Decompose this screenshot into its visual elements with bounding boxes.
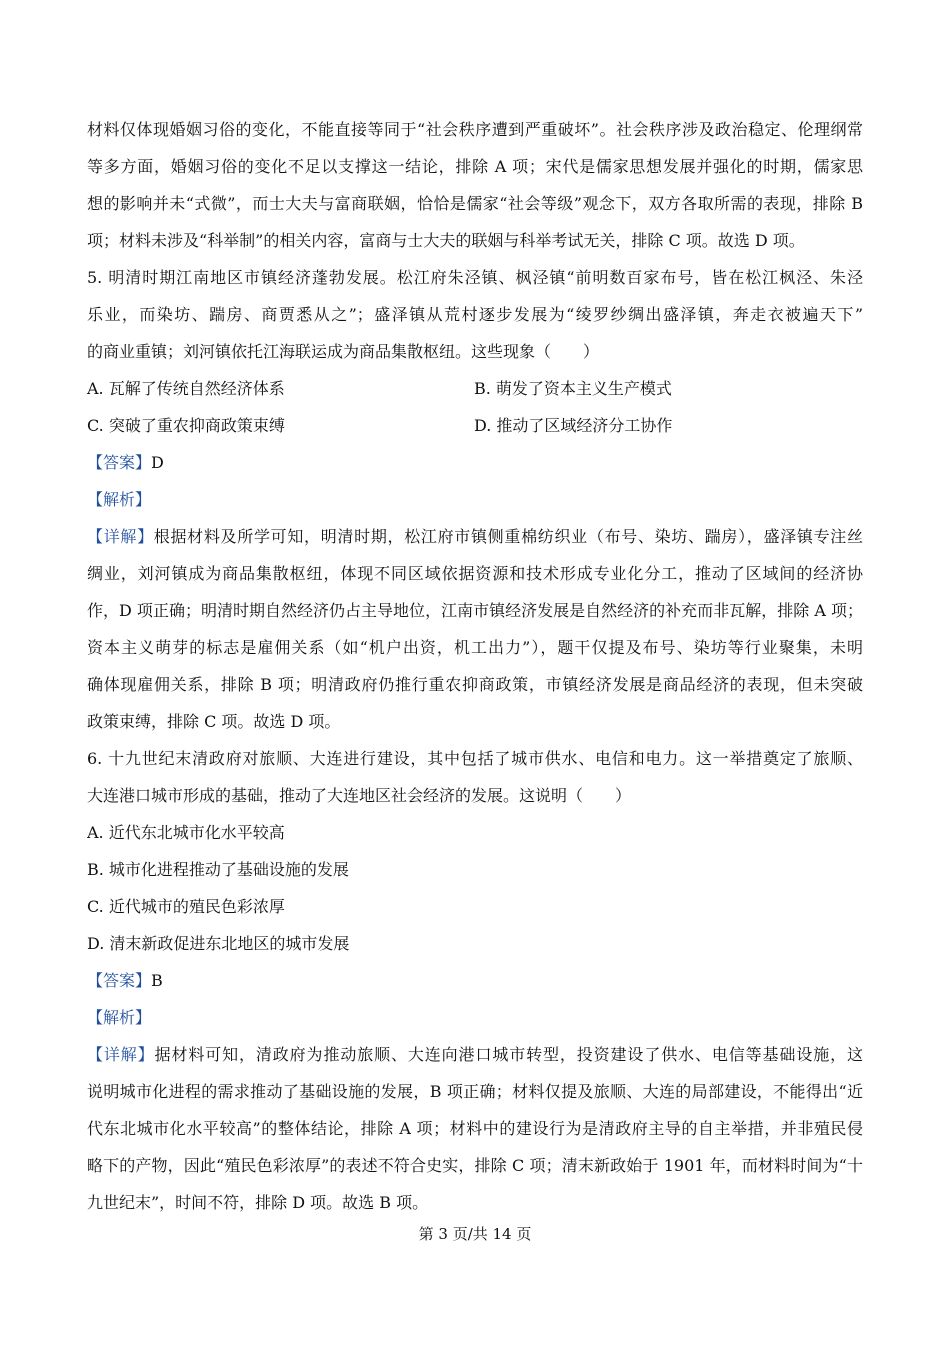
detail-text: 根据材料及所学可知，明清时期，松江府市镇侧重棉纺织业（布号、染坊、踹房），盛泽镇专注丝 <box>153 527 863 546</box>
question-5 <box>87 259 863 740</box>
analysis-tag: 【解析】 <box>87 1008 152 1027</box>
detail-line: 九世纪末”，时间不符，排除 D 项。故选 B 项。 <box>87 1193 429 1212</box>
option-c: C. 突破了重农抑商政策束缚 <box>87 416 285 435</box>
answer-tag: 【答案】 <box>87 453 152 472</box>
q4-explanation-tail <box>87 111 863 259</box>
detail-line <box>87 518 863 555</box>
answer-line <box>87 444 863 481</box>
paragraph-line: 材料仅体现婚姻习俗的变化，不能直接等同于“社会秩序遭到严重破坏”。社会秩序涉及政治稳定、伦理纲常 <box>87 120 863 139</box>
question-stem-line: 5. 明清时期江南地区市镇经济蓬勃发展。松江府朱泾镇、枫泾镇“前明数百家布号，皆在松江枫泾、朱泾 <box>87 268 863 287</box>
detail-line: 资本主义萌芽的标志是雇佣关系（如“机户出资，机工出力”），题干仅提及布号、染坊等行业聚集，未明 <box>87 638 863 657</box>
option-a: A. 近代东北城市化水平较高 <box>87 823 285 842</box>
question-6 <box>87 740 863 1221</box>
detail-line: 政策束缚，排除 C 项。故选 D 项。 <box>87 712 341 731</box>
question-stem-line: 的商业重镇；刘河镇依托江海联运成为商品集散枢纽。这些现象（ ） <box>87 342 600 361</box>
detail-line: 作，D 项正确；明清时期自然经济仍占主导地位，江南市镇经济发展是自然经济的补充而非瓦解，排除 A 项； <box>87 601 863 620</box>
detail-line: 略下的产物，因此“殖民色彩浓厚”的表述不符合史实，排除 C 项；清末新政始于 1901 年，而材料时间为“十 <box>87 1156 863 1175</box>
detail-tag: 【详解】 <box>87 1045 155 1064</box>
content-column <box>87 111 863 1221</box>
detail-line: 说明城市化进程的需求推动了基础设施的发展，B 项正确；材料仅提及旅顺、大连的局部建设，不能得出“近 <box>87 1082 863 1101</box>
detail-text: 据材料可知，清政府为推动旅顺、大连向港口城市转型，投资建设了供水、电信等基础设施，这 <box>154 1045 863 1064</box>
detail-line <box>87 1036 863 1073</box>
paragraph-line: 项；材料未涉及“科举制”的相关内容，富商与士大夫的联姻与科举考试无关，排除 C 项。故选 D 项。 <box>87 231 805 250</box>
question-stem-line: 乐业，而染坊、踹房、商贾悉从之”；盛泽镇从荒村逐步发展为“绫罗纱绸出盛泽镇，奔走衣被遍天下” <box>87 305 863 324</box>
option-a: A. 瓦解了传统自然经济体系 <box>87 379 285 398</box>
answer-value: D <box>151 453 164 472</box>
detail-line: 代东北城市化水平较高”的整体结论，排除 A 项；材料中的建设行为是清政府主导的自主举措，并非殖民侵 <box>87 1119 863 1138</box>
detail-paragraph <box>87 518 863 740</box>
page-number: 第 3 页/共 14 页 <box>418 1225 532 1243</box>
analysis-tag: 【解析】 <box>87 490 152 509</box>
question-stem-line: 6. 十九世纪末清政府对旅顺、大连进行建设，其中包括了城市供水、电信和电力。这一举措奠定了旅顺、 <box>87 749 863 768</box>
option-c: C. 近代城市的殖民色彩浓厚 <box>87 897 285 916</box>
answer-line <box>87 962 863 999</box>
option-row <box>87 370 863 407</box>
option-row <box>87 407 863 444</box>
option-d: D. 推动了区域经济分工协作 <box>474 416 673 435</box>
paragraph-line: 等多方面，婚姻习俗的变化不足以支撑这一结论，排除 A 项；宋代是儒家思想发展并强化的时期，儒家思 <box>87 157 863 176</box>
detail-line: 确体现雇佣关系，排除 B 项；明清政府仍推行重农抑商政策，市镇经济发展是商品经济的表现，但未突破 <box>87 675 863 694</box>
option-d: D. 清末新政促进东北地区的城市发展 <box>87 934 350 953</box>
detail-tag: 【详解】 <box>87 527 154 546</box>
detail-line: 绸业，刘河镇成为商品集散枢纽，体现不同区域依据资源和技术形成专业化分工，推动了区域间的经济协 <box>87 564 863 583</box>
analysis-line <box>87 481 863 518</box>
question-stem-line: 大连港口城市形成的基础，推动了大连地区社会经济的发展。这说明（ ） <box>87 786 632 805</box>
answer-tag: 【答案】 <box>87 971 152 990</box>
detail-paragraph <box>87 1036 863 1221</box>
option-b: B. 城市化进程推动了基础设施的发展 <box>87 860 349 879</box>
option-b: B. 萌发了资本主义生产模式 <box>474 379 672 398</box>
answer-value: B <box>151 971 163 990</box>
analysis-line <box>87 999 863 1036</box>
paragraph-line: 想的影响并未“式微”，而士大夫与富商联姻，恰恰是儒家“社会等级”观念下，双方各取所需的表现，排除 B <box>87 194 863 213</box>
